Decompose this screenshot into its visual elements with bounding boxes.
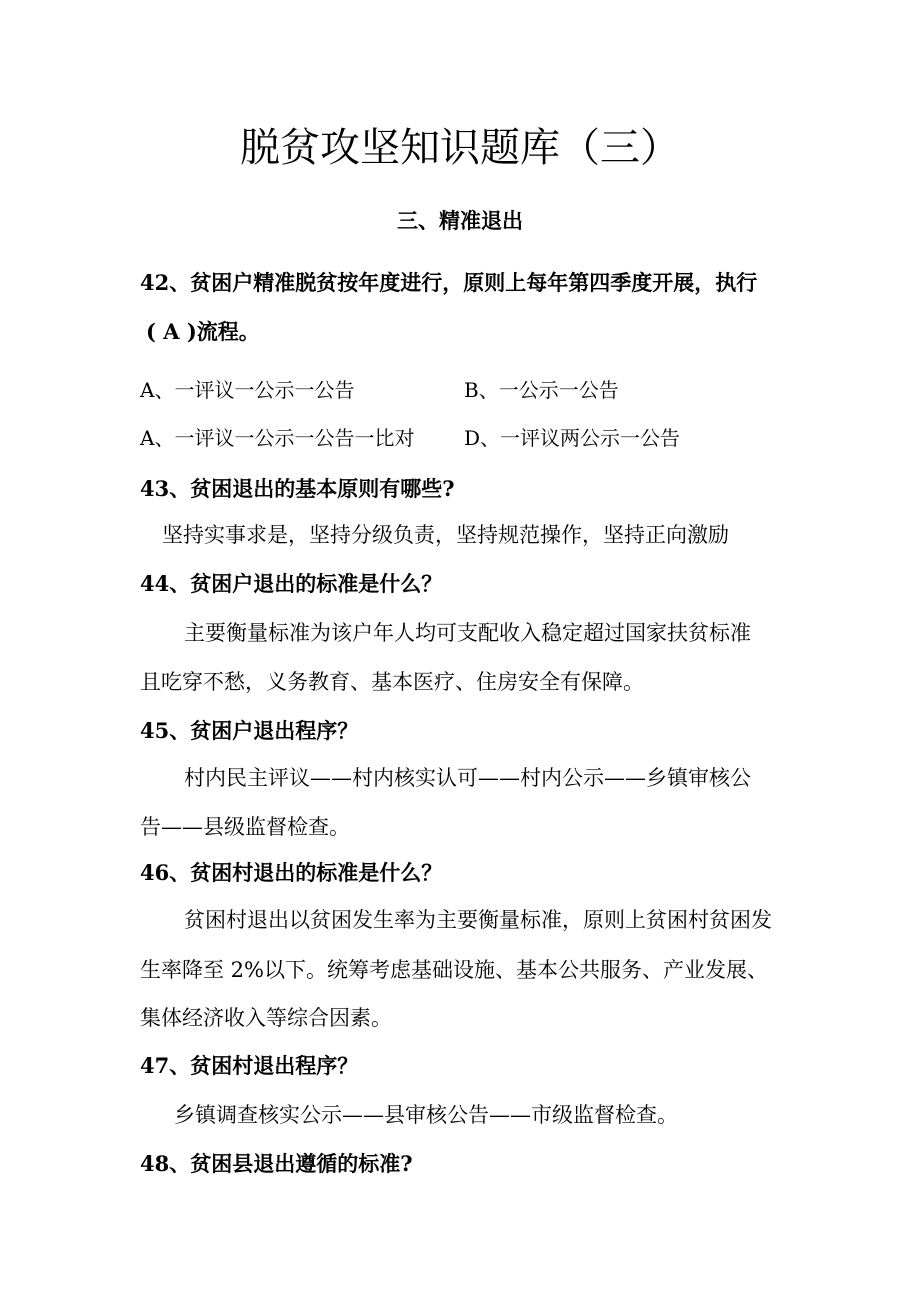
question-44: 44、贫困户退出的标准是什么？: [140, 571, 443, 596]
page-title: 脱贫攻坚知识题库（三）: [240, 125, 680, 171]
answer-46-line-2: 生率降至 2%以下。统筹考虑基础设施、基本公共服务、产业发展、: [140, 958, 768, 982]
answer-45-line-1: 村内民主评议——村内核实认可——村内公示——乡镇审核公: [184, 766, 751, 790]
answer-47: 乡镇调查核实公示——县审核公告——市级监督检查。: [174, 1103, 678, 1127]
option-d: D、一评议两公示一公告: [464, 426, 681, 450]
option-a: A、一评议一公示一公告: [140, 378, 355, 402]
question-45: 45、贫困户退出程序？: [140, 718, 359, 743]
question-48: 48、贫困县退出遵循的标准?: [140, 1151, 413, 1176]
answer-46-line-1: 贫困村退出以贫困发生率为主要衡量标准，原则上贫困村贫困发: [184, 908, 772, 932]
question-42-line-1: 42、贫困户精准脱贫按年度进行，原则上每年第四季度开展，执行: [140, 270, 758, 295]
option-c: A、一评议一公示一公告一比对: [140, 426, 415, 450]
question-46: 46、贫困村退出的标准是什么？: [140, 860, 443, 885]
answer-44-line-2: 且吃穿不愁，义务教育、基本医疗、住房安全有保障。: [140, 670, 644, 694]
section-heading: 三、精准退出: [397, 208, 523, 233]
answer-44-line-1: 主要衡量标准为该户年人均可支配收入稳定超过国家扶贫标准: [184, 621, 751, 645]
question-43: 43、贫困退出的基本原则有哪些?: [140, 476, 455, 501]
answer-46-line-3: 集体经济收入等综合因素。: [140, 1006, 392, 1030]
question-42-line-2: ( A )流程。: [146, 319, 260, 344]
answer-45-line-2: 告——县级监督检查。: [140, 815, 350, 839]
answer-43: 坚持实事求是，坚持分级负责，坚持规范操作，坚持正向激励: [162, 523, 729, 547]
question-47: 47、贫困村退出程序？: [140, 1053, 359, 1078]
option-b: B、一公示一公告: [464, 378, 619, 402]
